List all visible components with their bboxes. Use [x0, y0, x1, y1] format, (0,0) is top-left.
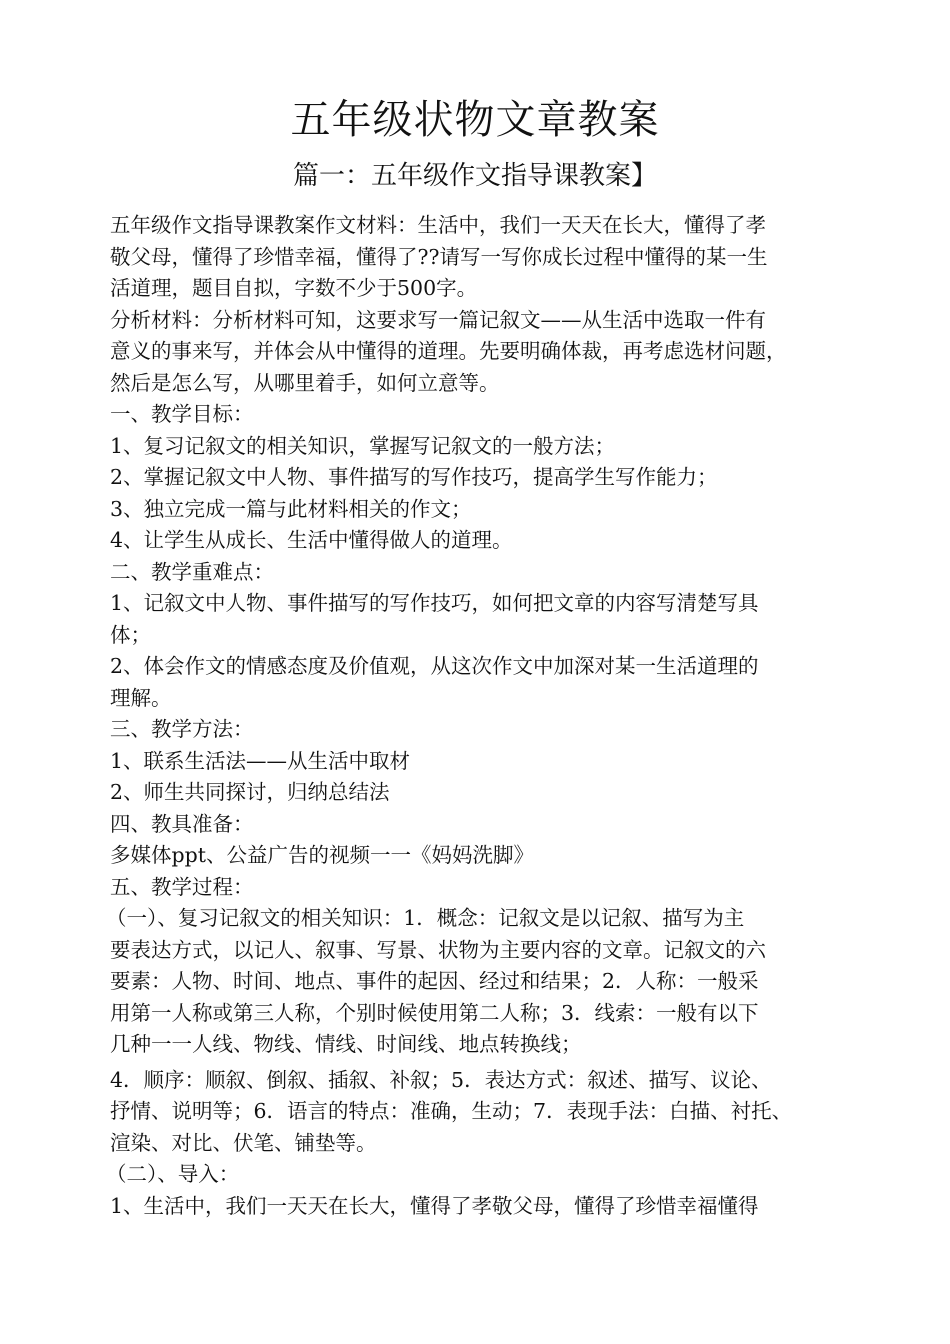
body-line: 2、体会作文的情感态度及价值观，从这次作文中加深对某一生活道理的: [110, 654, 759, 678]
body-line: 4、让学生从成长、生活中懂得做人的道理。: [110, 528, 513, 552]
section-heading: 一、教学目标：: [110, 402, 254, 426]
section-heading: 三、教学方法：: [110, 717, 254, 741]
body-line: 几种一一人线、物线、情线、时间线、地点转换线；: [110, 1032, 582, 1056]
body-line: 2、掌握记叙文中人物、事件描写的写作技巧，提高学生写作能力；: [110, 465, 718, 489]
body-line: 分析材料：分析材料可知，这要求写一篇记叙文——从生活中选取一件有: [110, 307, 766, 332]
section-heading: 二、教学重难点：: [110, 559, 274, 584]
body-line: （一）、复习记叙文的相关知识：1．概念：记叙文是以记叙、描写为主: [106, 906, 745, 930]
body-line: 4．顺序：顺叙、倒叙、插叙、补叙；5．表达方式：叙述、描写、议论、: [110, 1067, 772, 1092]
body-line: 2、师生共同探讨，归纳总结法: [110, 780, 390, 804]
body-line: 1、记叙文中人物、事件描写的写作技巧，如何把文章的内容写清楚写具: [110, 591, 759, 615]
body-line: 3、独立完成一篇与此材料相关的作文；: [110, 496, 472, 521]
body-line: 多媒体ppt、公益广告的视频一一《妈妈洗脚》: [110, 843, 534, 867]
section-heading: 四、教具准备：: [110, 811, 254, 836]
body-line: 1、复习记叙文的相关知识，掌握写记叙文的一般方法；: [110, 433, 616, 458]
document-subtitle: 篇一：五年级作文指导课教案】: [292, 161, 657, 191]
body-line: 1、生活中，我们一天天在长大，懂得了孝敬父母，懂得了珍惜幸福懂得: [110, 1193, 759, 1218]
body-line: 理解。: [110, 685, 172, 710]
body-line: 要素：人物、时间、地点、事件的起因、经过和结果；2．人称：一般采: [110, 969, 759, 993]
body-line: 然后是怎么写，从哪里着手，如何立意等。: [110, 370, 500, 395]
body-line: 要表达方式，以记人、叙事、写景、状物为主要内容的文章。记叙文的六: [110, 937, 766, 962]
document-body: [106, 210, 870, 1222]
body-line: 渲染、对比、伏笔、铺垫等。: [110, 1130, 377, 1155]
document-title: 五年级状物文章教案: [290, 97, 660, 143]
body-line: 五年级作文指导课教案作文材料：生活中，我们一天天在长大，懂得了孝: [110, 213, 766, 237]
body-line: 1、联系生活法——从生活中取材: [110, 748, 411, 773]
body-line: 活道理，题目自拟，字数不少于500字。: [110, 276, 478, 300]
section-heading: （二）、导入：: [106, 1162, 240, 1186]
body-line: 体；: [110, 622, 151, 647]
body-line: 抒情、说明等；6．语言的特点：准确，生动；7．表现手法：白描、衬托、: [110, 1099, 793, 1123]
body-line: 用第一人称或第三人称，个别时候使用第二人称；3．线索：一般有以下: [110, 1000, 759, 1025]
body-line: 敬父母，懂得了珍惜幸福，懂得了??请写一写你成长过程中懂得的某一生: [110, 244, 768, 269]
body-line: 意义的事来写，并体会从中懂得的道理。先要明确体裁，再考虑选材问题，: [110, 339, 787, 363]
section-heading: 五、教学过程：: [110, 874, 254, 899]
